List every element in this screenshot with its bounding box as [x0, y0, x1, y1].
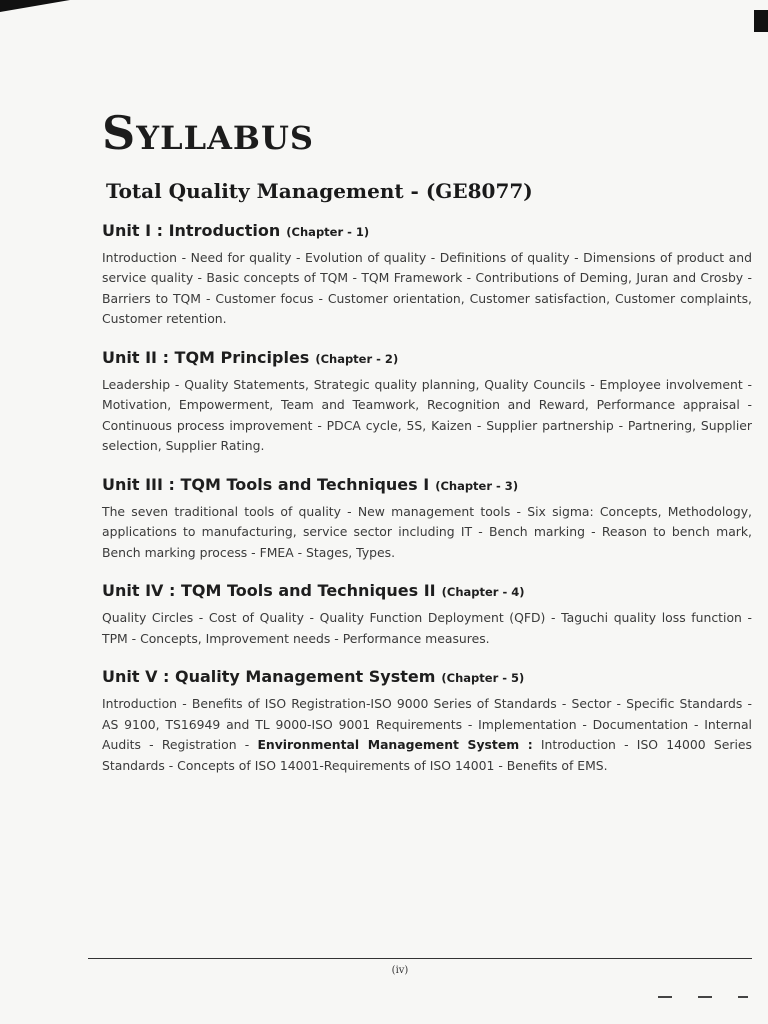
chapter-ref: (Chapter - 3) — [435, 478, 519, 493]
unit-title: Unit II : TQM Principles — [102, 347, 310, 367]
unit-description — [102, 608, 752, 649]
footer-divider — [88, 958, 752, 959]
unit-text: The seven traditional tools of quality - New management tools - Six sigma: Concepts, Methodology, applications to manufacturing, service sector including IT - Bench marking - Reason to bench mark, Bench marking process - FMEA - Stages, Types. — [102, 503, 752, 560]
page-title: Syllabus — [102, 106, 314, 160]
course-title: Total Quality Management - (GE8077) — [106, 178, 533, 203]
scan-edge-mark — [754, 10, 768, 32]
unit-text-bold: Environmental Management System : — [257, 737, 533, 753]
unit-section-3 — [102, 475, 752, 564]
syllabus-page — [102, 108, 752, 776]
unit-section-1 — [102, 221, 752, 330]
unit-section-5 — [102, 667, 752, 776]
unit-text-tail: Introduction - ISO 14000 Series Standards - Concepts of ISO 14001-Requirements of ISO 14001 - Benefits of EMS. — [102, 737, 752, 773]
unit-description — [102, 694, 752, 776]
unit-section-2 — [102, 348, 752, 457]
unit-title: Unit V : Quality Management System — [102, 667, 436, 687]
unit-heading — [102, 667, 752, 686]
unit-title: Unit I : Introduction — [102, 220, 281, 240]
unit-text: Leadership - Quality Statements, Strategic quality planning, Quality Councils - Employee involvement - Motivation, Empowerment, Team and Teamwork, Recognition and Reward, Performance appraisal - Continuous process improvement - PDCA cycle, 5S, Kaizen - Supplier partnership - Partnering, Supplier selection, Supplier Rating. — [102, 376, 752, 454]
unit-title: Unit III : TQM Tools and Techniques I — [102, 474, 430, 494]
unit-text: Quality Circles - Cost of Quality - Quality Function Deployment (QFD) - Taguchi quality loss function - TPM - Concepts, Improvement needs - Performance measures. — [102, 610, 752, 646]
page-number: (iv) — [391, 965, 409, 976]
chapter-ref: (Chapter - 4) — [441, 585, 525, 600]
unit-description — [102, 502, 752, 564]
unit-text: Introduction - Benefits of ISO Registration-ISO 9000 Series of Standards - Sector - Specific Standards - AS 9100, TS16949 and TL 9000-ISO 9001 Requirements - Implementation - Documentation - Internal Audits - Registration - — [102, 696, 752, 753]
unit-heading — [102, 348, 752, 367]
chapter-ref: (Chapter - 5) — [441, 671, 525, 686]
unit-heading — [102, 475, 752, 494]
unit-text: Introduction - Need for quality - Evolution of quality - Definitions of quality - Dimensions of product and service quality - Basic concepts of TQM - TQM Framework - Contributions of Deming, Juran and Crosby - Barriers to TQM - Customer focus - Customer orientation, Customer satisfaction, Customer complaints, Customer retention. — [102, 249, 752, 327]
unit-description — [102, 248, 752, 330]
unit-heading — [102, 221, 752, 240]
chapter-ref: (Chapter - 2) — [315, 351, 399, 366]
unit-description — [102, 375, 752, 457]
unit-section-4 — [102, 581, 752, 649]
unit-title: Unit IV : TQM Tools and Techniques II — [102, 581, 436, 601]
scan-edge-mark — [658, 996, 748, 998]
unit-heading — [102, 581, 752, 600]
chapter-ref: (Chapter - 1) — [286, 224, 370, 239]
scan-corner-mark — [0, 0, 70, 12]
